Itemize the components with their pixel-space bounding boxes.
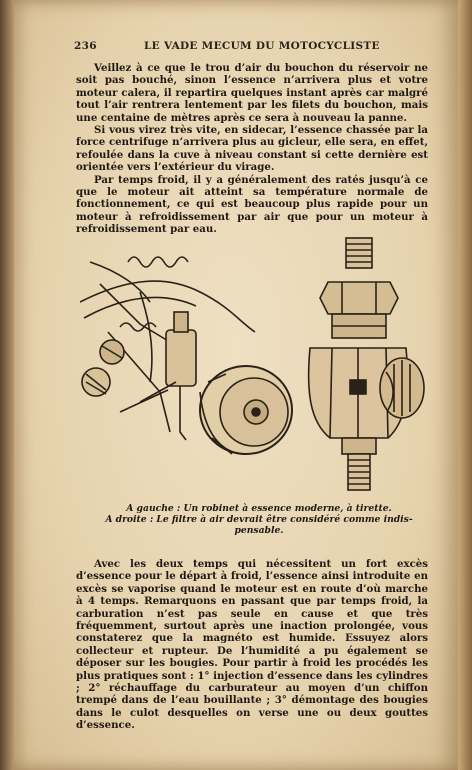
illustration-fuel-tap-and-air-filter <box>80 232 436 498</box>
paragraph: Par temps froid, il y a généralement des ratés jusqu’à ce que le moteur ait atteint sa température normale de fonctionnement, ce qui est beaucoup plus rapide pour un moteur à refroidissement par air que pour un moteur à refroidissement par eau. <box>76 173 428 236</box>
text-block-bottom <box>76 558 428 732</box>
figure-caption <box>94 504 424 536</box>
page-number: 236 <box>74 40 97 52</box>
caption-line: pensable. <box>234 524 284 536</box>
caption-line: A droite : Le filtre à air devrait être considéré comme indis- <box>105 513 413 525</box>
caption-line: A gauche : Un robinet à essence moderne, à tirette. <box>126 503 392 514</box>
book-gutter-shadow <box>0 0 14 770</box>
page-header <box>74 40 418 54</box>
paragraph: Avec les deux temps qui nécessitent un fort excès d’essence pour le départ à froid, l’essence ainsi introduite en excès se vaporise quand le moteur est en route d’où marche à 4 temps. Remarquons en passant que par temps froid, la carburation n’est pas seule en cause et que très fréquemment, surtout après une inaction prolongée, vous constaterez que la magnéto est humide. Essuyez alors collecteur et rupteur. De l’humidité a pu également se déposer sur les bougies. Pour partir à froid les procédés les plus pratiques sont : 1° injection d’essence dans les cylindres ; 2° réchauffage du carburateur au moyen d’un chiffon trempé dans de l’eau bouillante ; 3° démontage des bougies dans le culot desquelles on verse une ou deux gouttes d’essence. <box>76 558 428 732</box>
book-page <box>14 0 458 770</box>
page-edge-shadow <box>458 0 472 770</box>
paragraph: Veillez à ce que le trou d’air du bouchon du réservoir ne soit pas bouché, sinon l’essence n’arrivera plus et votre moteur calera, il repartira quelques instant après car malgré tout l’air rentrera lentement par les filets du bouchon, mais une centaine de mètres après ce sera à nouveau la panne. <box>76 62 428 124</box>
running-title: LE VADE MECUM DU MOTOCYCLISTE <box>144 40 380 52</box>
paragraph: Si vous virez très vite, en sidecar, l’essence chassée par la force centrifuge n’arrivera plus au gicleur, elle sera, en effet, refoulée dans la cuve à niveau constant si cette dernière est orientée vers l’extérieur du virage. <box>76 124 428 174</box>
fuel-tap-illustration <box>80 257 292 454</box>
air-filter-plug-illustration <box>309 238 424 490</box>
text-block-top <box>76 62 428 236</box>
